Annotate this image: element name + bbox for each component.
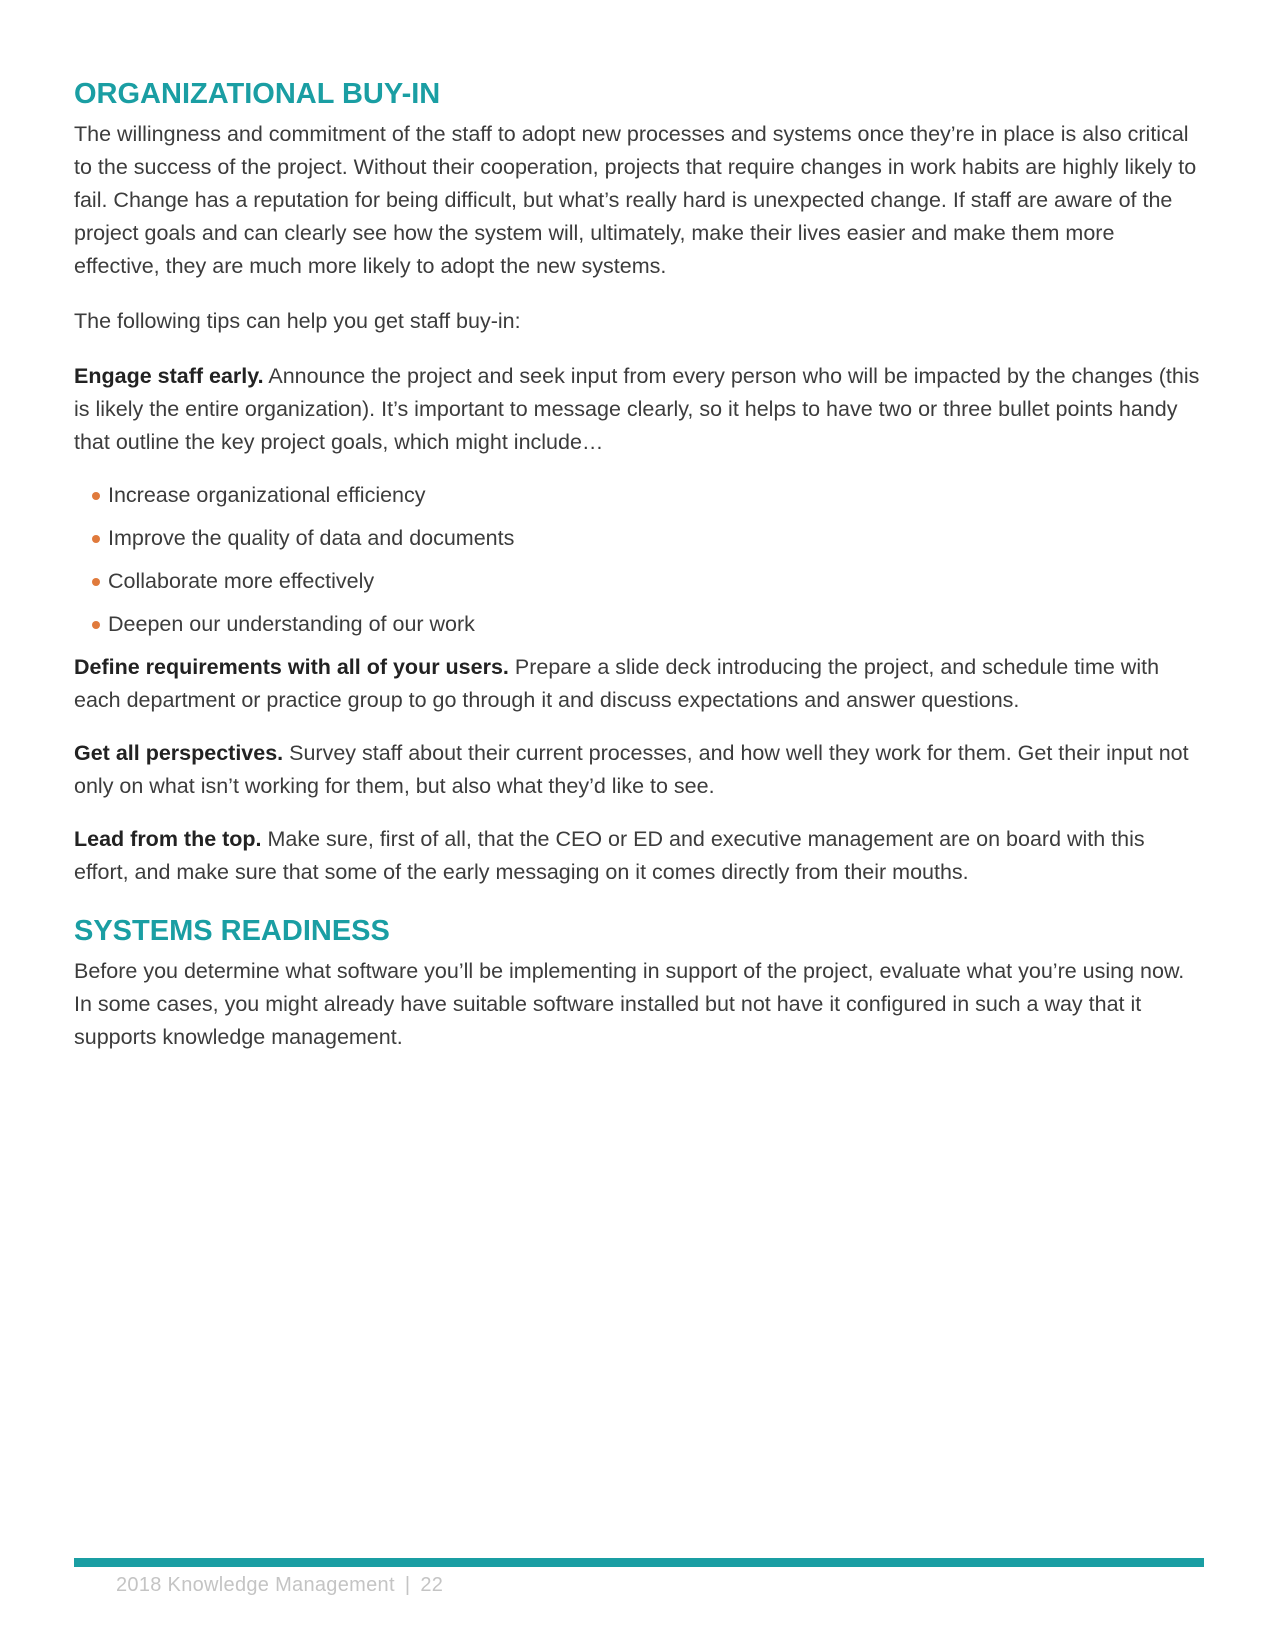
tip-define-requirements: [74, 651, 1204, 717]
tip-label: Engage staff early.: [74, 364, 264, 388]
bullet-dot-icon: [92, 535, 100, 543]
goals-list: [74, 479, 1204, 641]
page-number: 22: [420, 1574, 444, 1596]
list-item: Improve the quality of data and documents: [92, 522, 1204, 555]
tips-lead-paragraph: The following tips can help you get staff buy-in:: [74, 309, 521, 333]
tip-label: Lead from the top.: [74, 827, 262, 851]
tip-label: Get all perspectives.: [74, 741, 284, 765]
bullet-dot-icon: [92, 492, 100, 500]
tip-text: Announce the project and seek input from every person who will be impacted by the changes (this is likely the entire organization). It’s important to message clearly, so it helps to have two or three bullet points handy that outline the key project goals, which might include…: [74, 364, 1200, 454]
tip-lead-from-top: [74, 823, 1204, 889]
section-title-buy-in: ORGANIZATIONAL BUY-IN: [74, 78, 441, 110]
footer: [116, 1574, 443, 1597]
intro-paragraph: The willingness and commitment of the staff to adopt new processes and systems once they’re in place is also critical to the success of the project. Without their cooperation, projects that require changes in work habits are highly likely to fail. Change has a reputation for being difficult, but what’s really hard is unexpected change. If staff are aware of the project goals and can clearly see how the system will, ultimately, make their lives easier and make them more effective, they are much more likely to adopt the new systems.: [74, 122, 1197, 278]
tip-text: Prepare a slide deck introducing the project, and schedule time with each department or practice group to go through it and discuss expectations and answer questions.: [74, 655, 1160, 712]
bullet-dot-icon: [92, 621, 100, 629]
tip-engage-staff: [74, 360, 1204, 459]
bullet-dot-icon: [92, 578, 100, 586]
footer-title: 2018 Knowledge Management: [116, 1574, 395, 1596]
footer-divider: [74, 1558, 1204, 1567]
systems-readiness-paragraph: Before you determine what software you’ll be implementing in support of the project, evaluate what you’re using now. In some cases, you might already have suitable software installed but not have it configured in such a way that it supports knowledge management.: [74, 959, 1185, 1049]
document-page: [74, 72, 1204, 1054]
tip-text: Survey staff about their current processes, and how well they work for them. Get their input not only on what isn’t working for them, but also what they’d like to see.: [74, 741, 1189, 798]
footer-separator: |: [404, 1574, 411, 1596]
tip-get-perspectives: [74, 737, 1204, 803]
list-item: Collaborate more effectively: [92, 565, 1204, 598]
list-item: Increase organizational efficiency: [92, 479, 1204, 512]
list-item: Deepen our understanding of our work: [92, 608, 1204, 641]
tip-text: Make sure, first of all, that the CEO or ED and executive management are on board with this effort, and make sure that some of the early messaging on it comes directly from their mouths.: [74, 827, 1145, 884]
section-title-systems-readiness: SYSTEMS READINESS: [74, 915, 390, 947]
tip-label: Define requirements with all of your users.: [74, 655, 509, 679]
